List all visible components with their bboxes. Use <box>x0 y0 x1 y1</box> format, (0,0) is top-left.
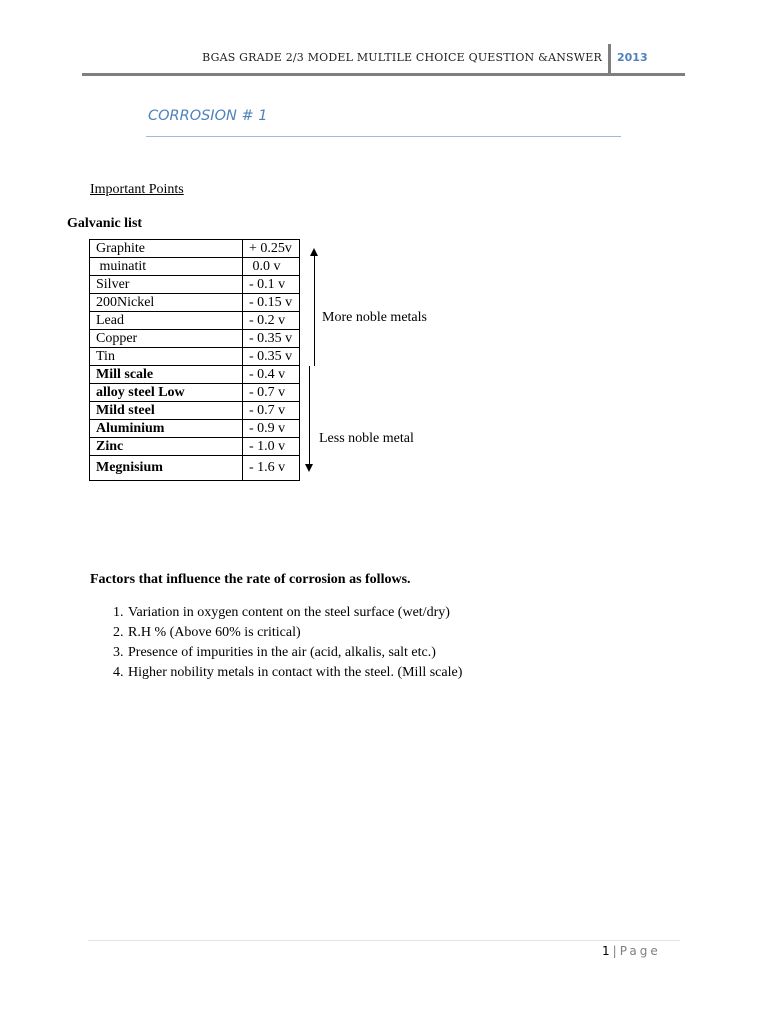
list-item <box>90 604 462 624</box>
voltage-cell: - 0.35 v <box>243 348 300 366</box>
header-rule <box>82 73 685 76</box>
metal-cell: Copper <box>90 330 243 348</box>
metal-cell: Silver <box>90 276 243 294</box>
voltage-cell: - 0.2 v <box>243 312 300 330</box>
table-row <box>90 420 300 438</box>
voltage-cell: - 0.7 v <box>243 402 300 420</box>
voltage-cell: - 1.0 v <box>243 438 300 456</box>
header-divider <box>608 44 611 74</box>
table-row <box>90 402 300 420</box>
table-row <box>90 240 300 258</box>
section-title: CORROSION # 1 <box>148 108 268 124</box>
table-row <box>90 456 300 481</box>
table-row <box>90 366 300 384</box>
list-item <box>90 624 462 644</box>
metal-cell: Mill scale <box>90 366 243 384</box>
table-row <box>90 438 300 456</box>
table-row <box>90 294 300 312</box>
more-noble-label: More noble metals <box>322 310 427 325</box>
page-separator: | <box>612 944 617 958</box>
metal-cell: alloy steel Low <box>90 384 243 402</box>
galvanic-list-heading: Galvanic list <box>67 216 143 231</box>
list-text: Variation in oxygen content on the steel surface (wet/dry) <box>128 605 450 620</box>
less-noble-label: Less noble metal <box>319 431 414 446</box>
important-points-heading: Important Points <box>90 182 184 197</box>
footer-rule <box>88 940 680 941</box>
list-number: 4. <box>113 665 124 680</box>
section-title-rule <box>146 136 621 137</box>
metal-cell: Megnisium <box>90 456 243 481</box>
page-number: 1 <box>602 944 610 958</box>
voltage-cell: - 1.6 v <box>243 456 300 481</box>
metal-cell: Lead <box>90 312 243 330</box>
voltage-cell: 0.0 v <box>243 258 300 276</box>
factors-list <box>90 604 462 684</box>
metal-cell: 200Nickel <box>90 294 243 312</box>
table-row <box>90 312 300 330</box>
page-word: Page <box>619 944 661 958</box>
metal-cell: Zinc <box>90 438 243 456</box>
table-row <box>90 348 300 366</box>
down-arrow-head-icon <box>305 464 313 472</box>
table-row <box>90 258 300 276</box>
metal-cell: Graphite <box>90 240 243 258</box>
voltage-cell: - 0.15 v <box>243 294 300 312</box>
voltage-cell: - 0.7 v <box>243 384 300 402</box>
metal-cell: Tin <box>90 348 243 366</box>
list-item <box>90 664 462 684</box>
list-text: Higher nobility metals in contact with the steel. (Mill scale) <box>128 665 463 680</box>
table-row <box>90 384 300 402</box>
voltage-cell: - 0.1 v <box>243 276 300 294</box>
down-arrow-line <box>309 366 310 466</box>
header-title: BGAS GRADE 2/3 MODEL MULTILE CHOICE QUESTION &ANSWER <box>202 51 602 64</box>
voltage-cell: - 0.9 v <box>243 420 300 438</box>
voltage-cell: - 0.35 v <box>243 330 300 348</box>
metal-cell: muinatit <box>90 258 243 276</box>
table-row <box>90 330 300 348</box>
list-number: 3. <box>113 645 124 660</box>
metal-cell: Mild steel <box>90 402 243 420</box>
voltage-cell: + 0.25v <box>243 240 300 258</box>
table-row <box>90 276 300 294</box>
metal-cell: Aluminium <box>90 420 243 438</box>
galvanic-table <box>89 239 300 481</box>
list-text: Presence of impurities in the air (acid, alkalis, salt etc.) <box>128 645 436 660</box>
up-arrow-line <box>314 254 315 366</box>
list-number: 1. <box>113 605 124 620</box>
header-year: 2013 <box>617 51 648 64</box>
voltage-cell: - 0.4 v <box>243 366 300 384</box>
page-footer <box>602 944 661 958</box>
list-item <box>90 644 462 664</box>
factors-heading: Factors that influence the rate of corrosion as follows. <box>90 572 411 587</box>
list-number: 2. <box>113 625 124 640</box>
list-text: R.H % (Above 60% is critical) <box>128 625 301 640</box>
